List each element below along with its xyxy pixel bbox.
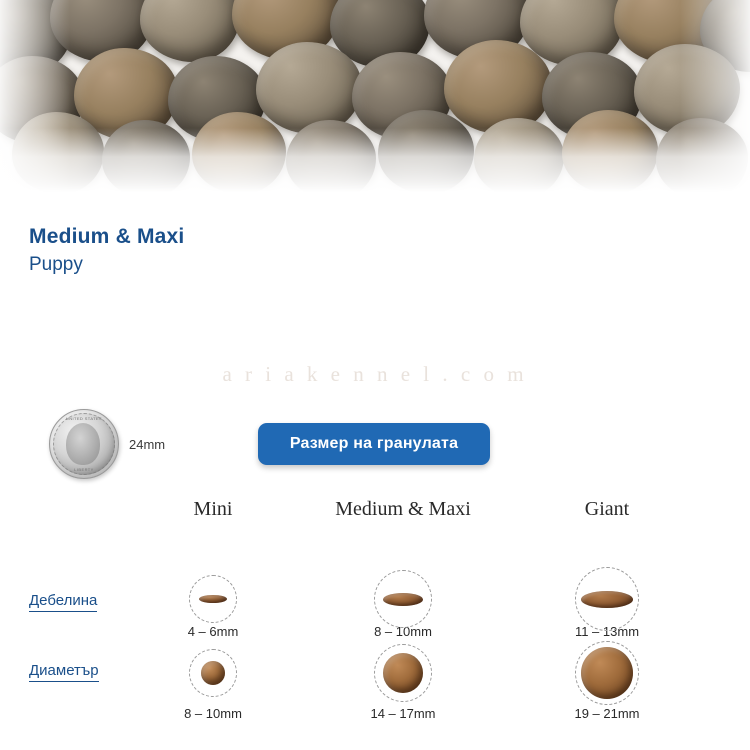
kibble-size-badge: Размер на гранулата xyxy=(258,423,490,465)
kibble-top-view-icon xyxy=(581,647,633,699)
kibble-top-view-icon xyxy=(383,653,423,693)
product-subtitle: Puppy xyxy=(29,254,83,276)
coin-size-label: 24mm xyxy=(129,436,166,452)
column-header-medium-maxi: Medium & Maxi xyxy=(335,498,471,520)
kibble-top-view-icon xyxy=(201,661,225,685)
diameter-cell-mini xyxy=(138,642,288,721)
diameter-cell-medium-maxi xyxy=(328,642,478,721)
diameter-value-medium-maxi: 14 – 17mm xyxy=(370,706,436,721)
kibble-side-view-icon xyxy=(383,593,423,606)
thickness-value-giant: 11 – 13mm xyxy=(574,624,640,639)
thickness-value-mini: 4 – 6mm xyxy=(187,624,239,639)
table-row xyxy=(0,532,750,639)
kibble-photo-banner xyxy=(0,0,750,192)
kibble-size-table xyxy=(0,498,750,721)
column-header-mini: Mini xyxy=(193,498,233,520)
product-title-block xyxy=(29,224,184,277)
row-label-thickness: Дебелина xyxy=(29,592,97,612)
coin-reference xyxy=(49,409,165,479)
table-column-headers xyxy=(0,498,750,532)
diameter-cell-giant xyxy=(532,642,682,721)
quarter-coin-icon xyxy=(49,409,119,479)
coin-legend-top: UNITED STATES xyxy=(65,416,103,421)
table-row xyxy=(0,616,750,721)
coin-legend-bottom: LIBERTY xyxy=(74,467,94,472)
kibble-side-view-icon xyxy=(581,591,633,608)
diameter-value-giant: 19 – 21mm xyxy=(574,706,640,721)
row-label-diameter: Диаметър xyxy=(29,662,99,682)
product-title: Medium & Maxi xyxy=(29,225,185,248)
kibble-side-view-icon xyxy=(199,595,227,603)
photo-bottom-fade xyxy=(0,128,750,192)
thickness-value-medium-maxi: 8 – 10mm xyxy=(374,624,432,639)
column-header-giant: Giant xyxy=(584,498,630,520)
site-watermark: a r i a k e n n e l . c o m xyxy=(222,362,528,386)
diameter-value-mini: 8 – 10mm xyxy=(184,706,242,721)
